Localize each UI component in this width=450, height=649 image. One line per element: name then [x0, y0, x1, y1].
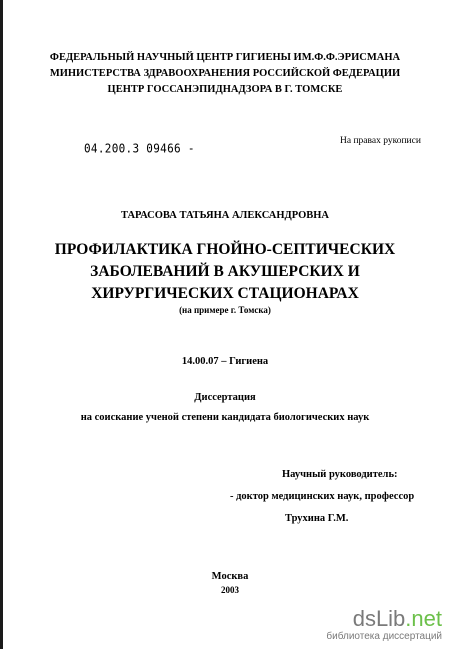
- library-stamp-number: 04.200.3 09466 -: [84, 141, 195, 156]
- city: Москва: [211, 571, 249, 582]
- supervisor-block: [230, 464, 414, 530]
- author-name: ТАРАСОВА ТАТЬЯНА АЛЕКСАНДРОВНА: [120, 210, 330, 221]
- supervisor-name: Трухина Г.М.: [285, 513, 349, 524]
- dslib-watermark[interactable]: [324, 607, 442, 643]
- institution-line-1: ФЕДЕРАЛЬНЫЙ НАУЧНЫЙ ЦЕНТР ГИГИЕНЫ ИМ.Ф.Ф.ЭРИСМАНА: [49, 52, 401, 63]
- institution-header: [0, 50, 450, 98]
- watermark-logo: [324, 607, 442, 631]
- institution-line-2: МИНИСТЕРСТВА ЗДРАВООХРАНЕНИЯ РОССИЙСКОЙ ФЕДЕРАЦИИ: [49, 68, 401, 79]
- specialty-code: 14.00.07 – Гигиена: [181, 356, 269, 367]
- watermark-logo-main: dsLib: [352, 606, 406, 631]
- title-line-1: ПРОФИЛАКТИКА ГНОЙНО-СЕПТИЧЕСКИХ: [54, 241, 396, 258]
- supervisor-label: Научный руководитель:: [282, 469, 398, 480]
- year: 2003: [221, 585, 239, 595]
- watermark-subtitle: библиотека диссертаций: [326, 631, 442, 642]
- degree-statement: на соискание ученой степени кандидата биологических наук: [80, 412, 370, 423]
- title-subnote: (на примере г. Томска): [179, 305, 271, 315]
- supervisor-credentials: - доктор медицинских наук, профессор: [230, 491, 415, 502]
- title-line-3: ХИРУРГИЧЕСКИХ СТАЦИОНАРАХ: [91, 285, 359, 302]
- watermark-logo-accent: .net: [405, 606, 442, 631]
- dissertation-title: [0, 239, 450, 305]
- institution-line-3: ЦЕНТР ГОССАНЭПИДНАДЗОРА В Г. ТОМСКЕ: [107, 84, 343, 95]
- title-line-2: ЗАБОЛЕВАНИЙ В АКУШЕРСКИХ И: [90, 263, 360, 280]
- dissertation-label: Диссертация: [194, 392, 256, 403]
- manuscript-rights-note: На правах рукописи: [340, 136, 421, 146]
